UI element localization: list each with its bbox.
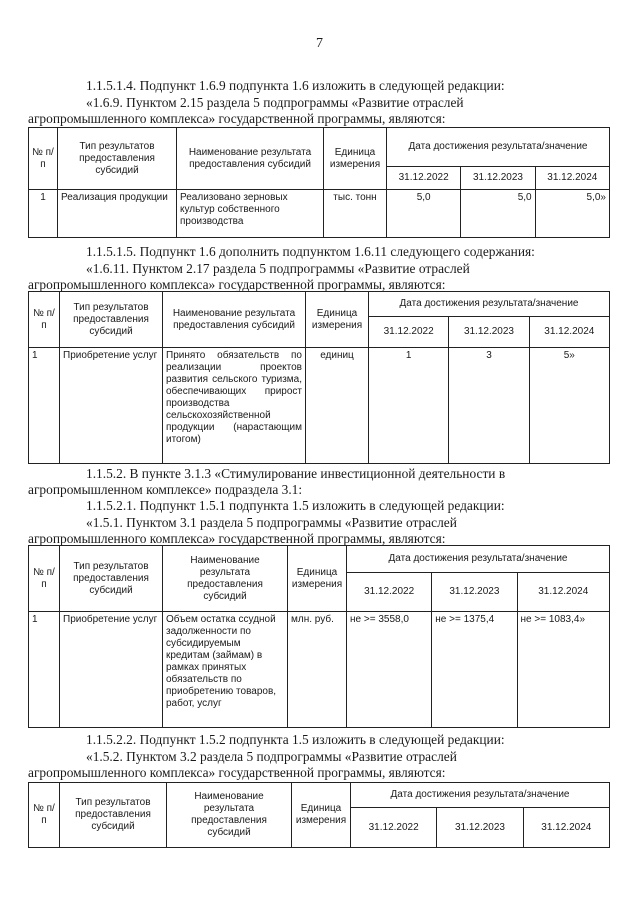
results-table-3 [28,545,610,728]
cell-value-2022: 5,0 [387,190,461,238]
cell-value-2024: 5,0» [535,190,609,238]
col-date-2024: 31.12.2024 [517,573,609,612]
col-date: Дата достижения результата/значение [387,128,610,167]
paragraph: 1.1.5.1.4. Подпункт 1.6.9 подпункта 1.6 изложить в следующей редакции: [86,78,505,93]
col-date-2024: 31.12.2024 [523,808,609,848]
cell-unit: млн. руб. [288,612,347,728]
col-date-2023: 31.12.2023 [461,167,535,190]
col-unit: Единица измерения [292,783,351,848]
cell-name: Объем остатка ссудной задолженности по субсидируемым кредитам (займам) в рамках принятых обязательств по приобретению товаров, работ, услуг [163,612,288,728]
cell-value-2023: не >= 1375,4 [432,612,517,728]
col-name: Наименование результата предоставления субсидий [163,546,288,612]
results-table-2 [28,291,610,464]
paragraph: агропромышленного комплекса» государственной программы, являются: [28,111,446,126]
paragraph: «1.5.1. Пунктом 3.1 раздела 5 подпрограммы «Развитие отраслей [86,515,457,530]
col-date-2022: 31.12.2022 [351,808,437,848]
paragraph: 1.1.5.2.2. Подпункт 1.5.2 подпункта 1.5 изложить в следующей редакции: [86,732,505,747]
table-row [29,612,610,728]
col-date-2022: 31.12.2022 [347,573,432,612]
paragraph: агропромышленном комплексе» подраздела 3.1: [28,482,303,497]
col-date-2022: 31.12.2022 [369,317,449,348]
col-name: Наименование результата предоставления субсидий [167,783,292,848]
col-name: Наименование результата предоставления субсидий [177,128,324,190]
col-date: Дата достижения результата/значение [347,546,610,573]
cell-num: 1 [29,612,60,728]
paragraph: 1.1.5.1.5. Подпункт 1.6 дополнить подпунктом 1.6.11 следующего содержания: [86,244,535,259]
col-unit: Единица измерения [306,292,369,348]
cell-num: 1 [29,348,60,464]
cell-value-2023: 5,0 [461,190,535,238]
col-date: Дата достижения результата/значение [369,292,610,317]
paragraph: 1.1.5.2.1. Подпункт 1.5.1 подпункта 1.5 изложить в следующей редакции: [86,498,505,513]
col-name: Наименование результата предоставления субсидий [163,292,306,348]
cell-unit: единиц [306,348,369,464]
cell-name: Принято обязательств по реализации проектов развития сельского туризма, обеспечивающих прирост производства сельскохозяйственной продукции (нарастающим итогом) [163,348,306,464]
paragraph: агропромышленного комплекса» государственной программы, являются: [28,531,446,546]
results-table-4 [28,782,610,848]
cell-name: Реализовано зерновых культур собственного производства [177,190,324,238]
cell-value-2024: 5» [529,348,609,464]
paragraph: агропромышленного комплекса» государственной программы, являются: [28,765,446,780]
paragraph: агропромышленного комплекса» государственной программы, являются: [28,277,446,292]
col-unit: Единица измерения [324,128,387,190]
col-date-2022: 31.12.2022 [387,167,461,190]
col-type: Тип результатов предоставления субсидий [58,128,177,190]
cell-unit: тыс. тонн [324,190,387,238]
paragraph: «1.5.2. Пунктом 3.2 раздела 5 подпрограммы «Развитие отраслей [86,749,457,764]
col-date: Дата достижения результата/значение [351,783,610,808]
col-num: № п/п [29,783,60,848]
col-num: № п/п [29,292,60,348]
paragraph: «1.6.11. Пунктом 2.17 раздела 5 подпрограммы «Развитие отраслей [86,261,470,276]
cell-num: 1 [29,190,58,238]
col-date-2023: 31.12.2023 [449,317,529,348]
cell-value-2022: не >= 3558,0 [347,612,432,728]
page-number: 7 [316,36,323,51]
paragraph: 1.1.5.2. В пункте 3.1.3 «Стимулирование инвестиционной деятельности в [86,466,506,481]
col-num: № п/п [29,546,60,612]
table-row [29,348,610,464]
col-date-2023: 31.12.2023 [432,573,517,612]
cell-type: Реализация продукции [58,190,177,238]
col-unit: Единица измерения [288,546,347,612]
col-type: Тип результатов предоставления субсидий [60,546,163,612]
col-num: № п/п [29,128,58,190]
cell-type: Приобретение услуг [60,612,163,728]
paragraph: «1.6.9. Пунктом 2.15 раздела 5 подпрограммы «Развитие отраслей [86,95,464,110]
cell-value-2022: 1 [369,348,449,464]
col-date-2024: 31.12.2024 [535,167,609,190]
table-row [29,190,610,238]
col-type: Тип результатов предоставления субсидий [60,783,167,848]
col-date-2023: 31.12.2023 [437,808,523,848]
cell-type: Приобретение услуг [60,348,163,464]
cell-value-2024: не >= 1083,4» [517,612,609,728]
results-table-1 [28,127,610,238]
col-date-2024: 31.12.2024 [529,317,609,348]
cell-value-2023: 3 [449,348,529,464]
col-type: Тип результатов предоставления субсидий [60,292,163,348]
